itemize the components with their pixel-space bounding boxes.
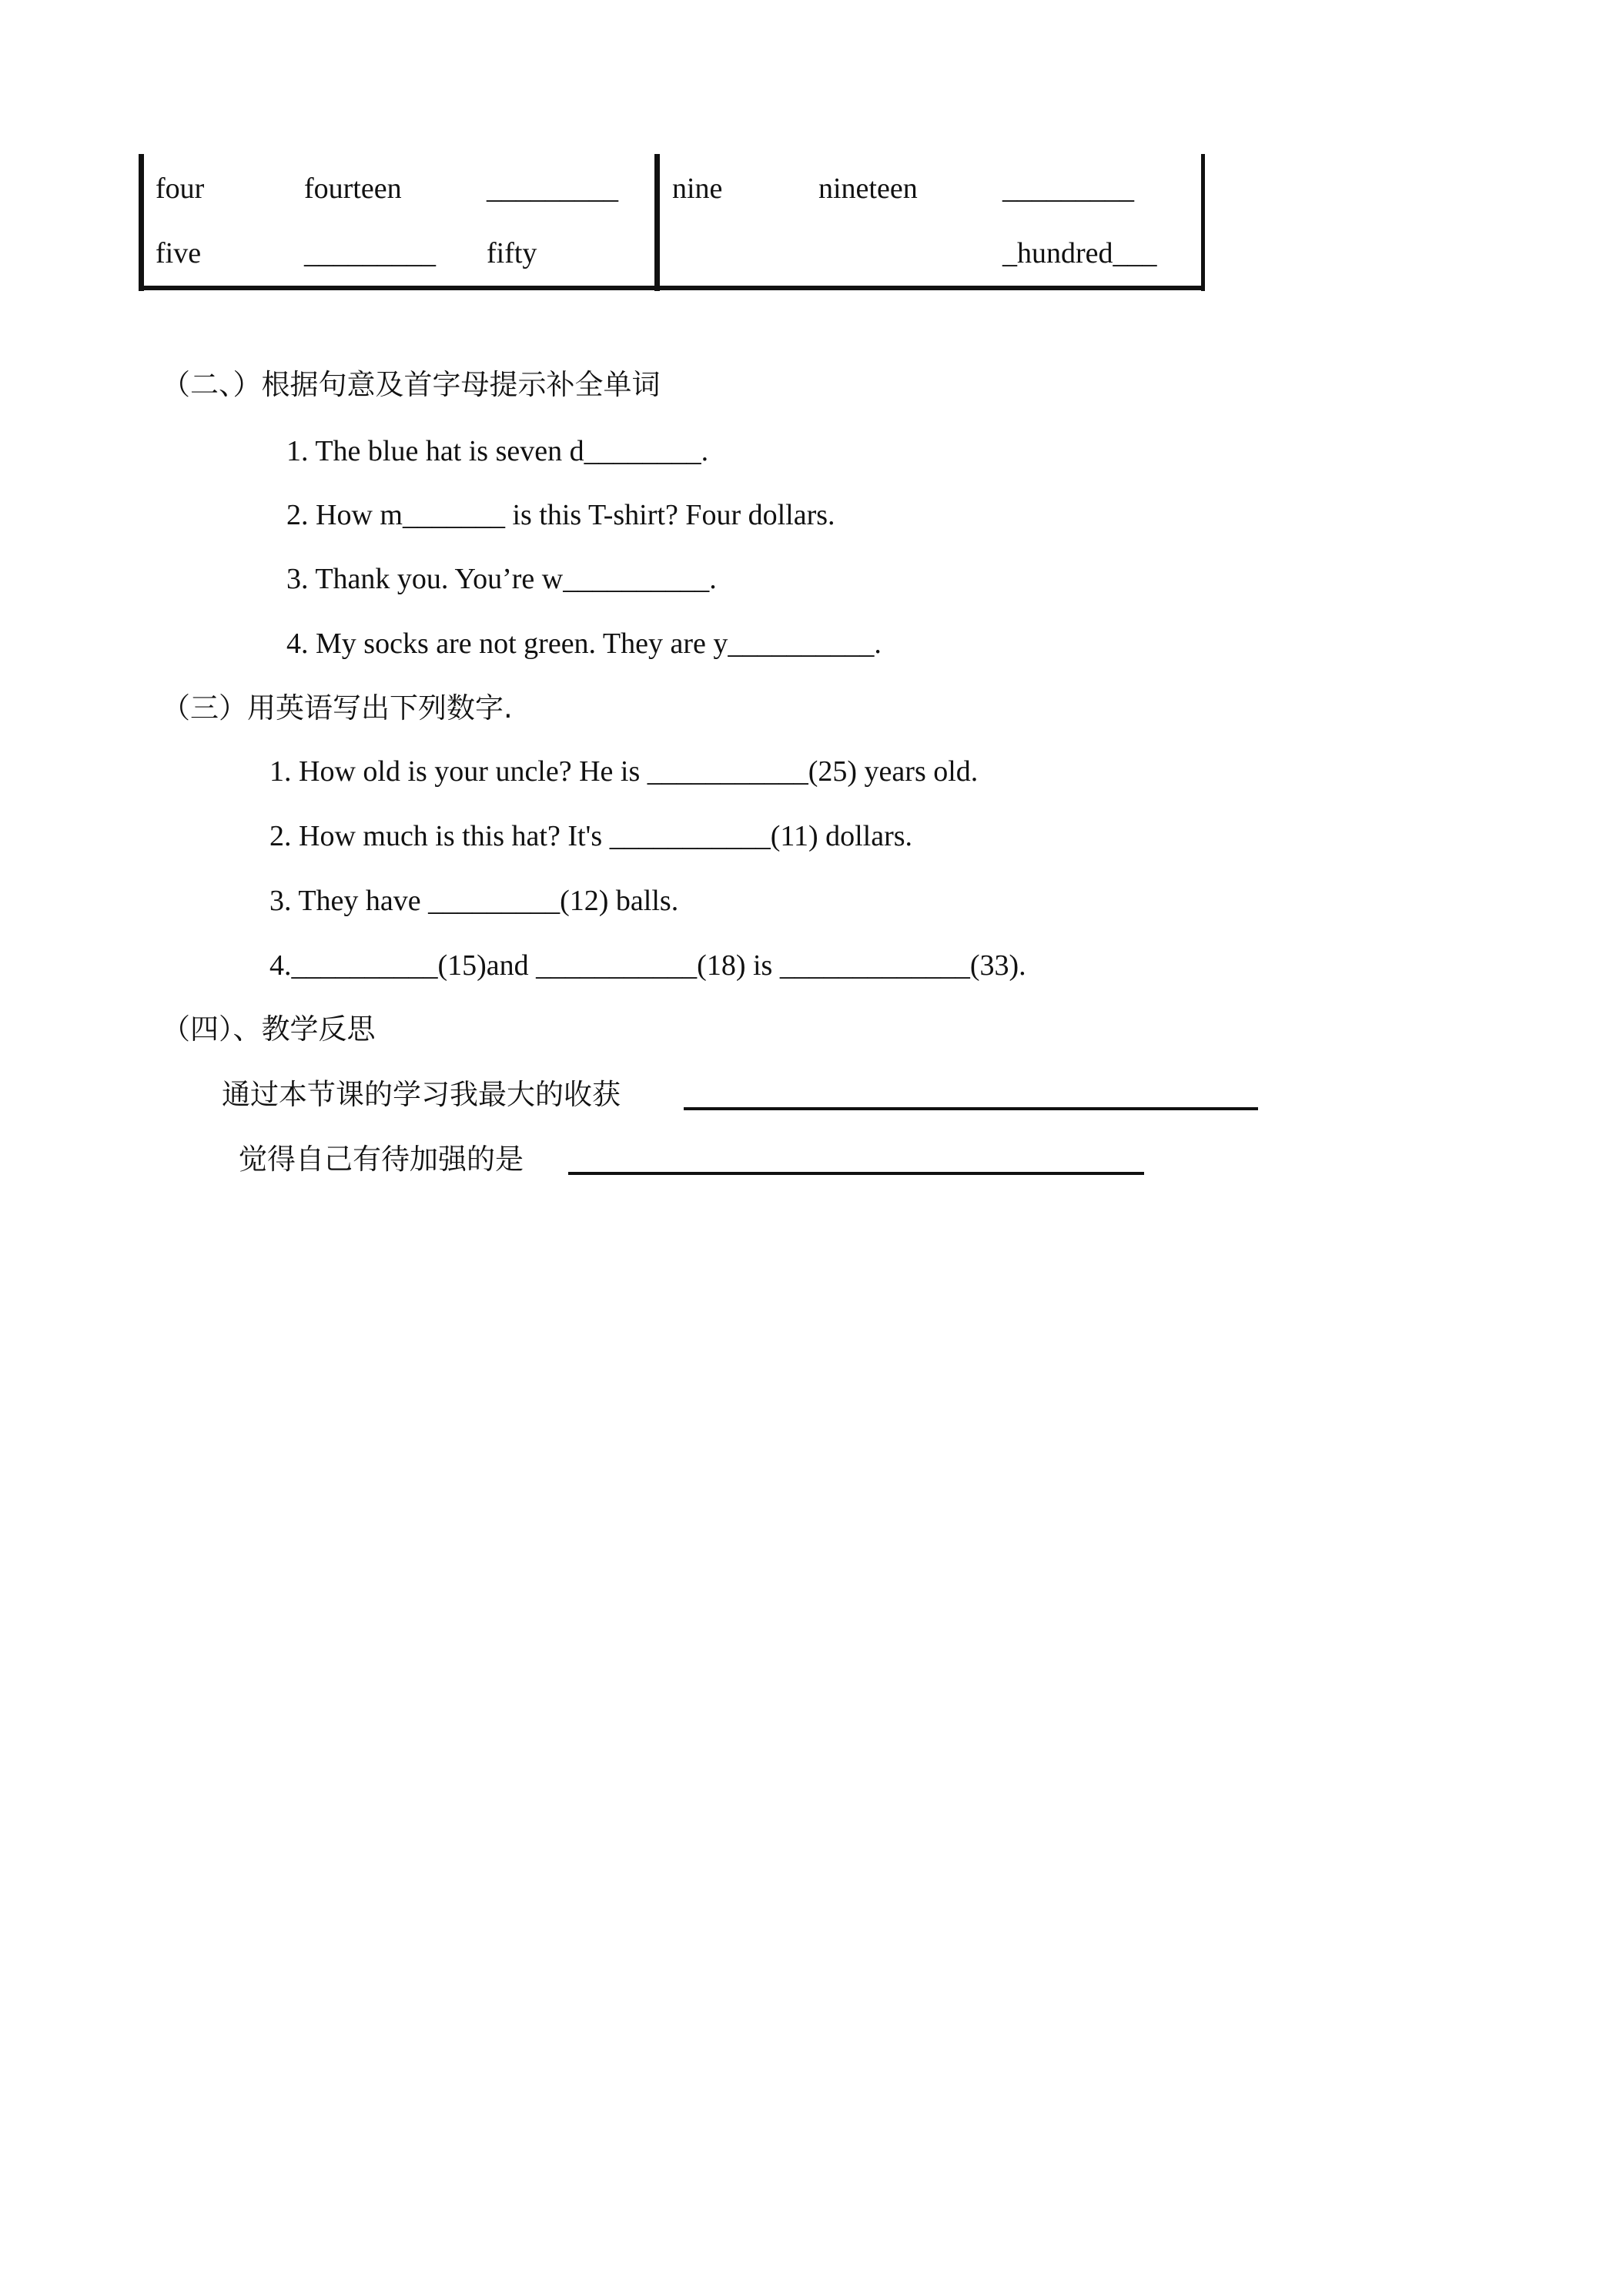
section3-item-1: 1. How old is your uncle? He is ___________(25) years old.	[269, 755, 979, 788]
table-cell-blank-ninety[interactable]: _________	[1002, 172, 1134, 205]
reflection-gain-label: 通过本节课的学习我最大的收获	[222, 1078, 621, 1111]
reflection-improve-line[interactable]	[568, 1172, 1144, 1175]
table-cell-nine: nine	[672, 172, 723, 205]
reflection-improve-label: 觉得自己有待加强的是	[239, 1143, 524, 1176]
reflection-gain-line[interactable]	[684, 1107, 1258, 1110]
section3-item-4: 4.__________(15)and ___________(18) is _____________(33).	[269, 949, 1026, 982]
section2-item-2: 2. How m_______ is this T-shirt? Four dollars.	[286, 499, 835, 531]
table-bottom-border	[139, 286, 1205, 290]
table-right-border	[1201, 154, 1205, 291]
table-cell-four: four	[156, 172, 205, 205]
table-cell-blank-fifteen[interactable]: _________	[304, 237, 436, 269]
table-cell-nineteen: nineteen	[818, 172, 918, 205]
table-cell-hundred: _hundred___	[1002, 237, 1157, 269]
table-cell-fourteen: fourteen	[304, 172, 402, 205]
section2-item-1: 1. The blue hat is seven d________.	[286, 435, 709, 467]
section3-item-2: 2. How much is this hat? It's ___________(11) dollars.	[269, 820, 913, 852]
table-cell-blank-forty[interactable]: _________	[487, 172, 618, 205]
section2-heading: （二、）根据句意及首字母提示补全单词	[162, 368, 661, 401]
table-cell-fifty: fifty	[487, 237, 537, 269]
section2-item-4: 4. My socks are not green. They are y__________.	[286, 628, 882, 660]
table-left-border	[139, 154, 144, 291]
section3-heading: （三）用英语写出下列数字.	[162, 691, 513, 725]
section3-item-3: 3. They have _________(12) balls.	[269, 885, 679, 917]
section4-heading: （四）、教学反思	[162, 1012, 376, 1046]
table-middle-border	[654, 154, 660, 291]
section2-item-3: 3. Thank you. You’re w__________.	[286, 563, 717, 595]
table-cell-five: five	[156, 237, 202, 269]
